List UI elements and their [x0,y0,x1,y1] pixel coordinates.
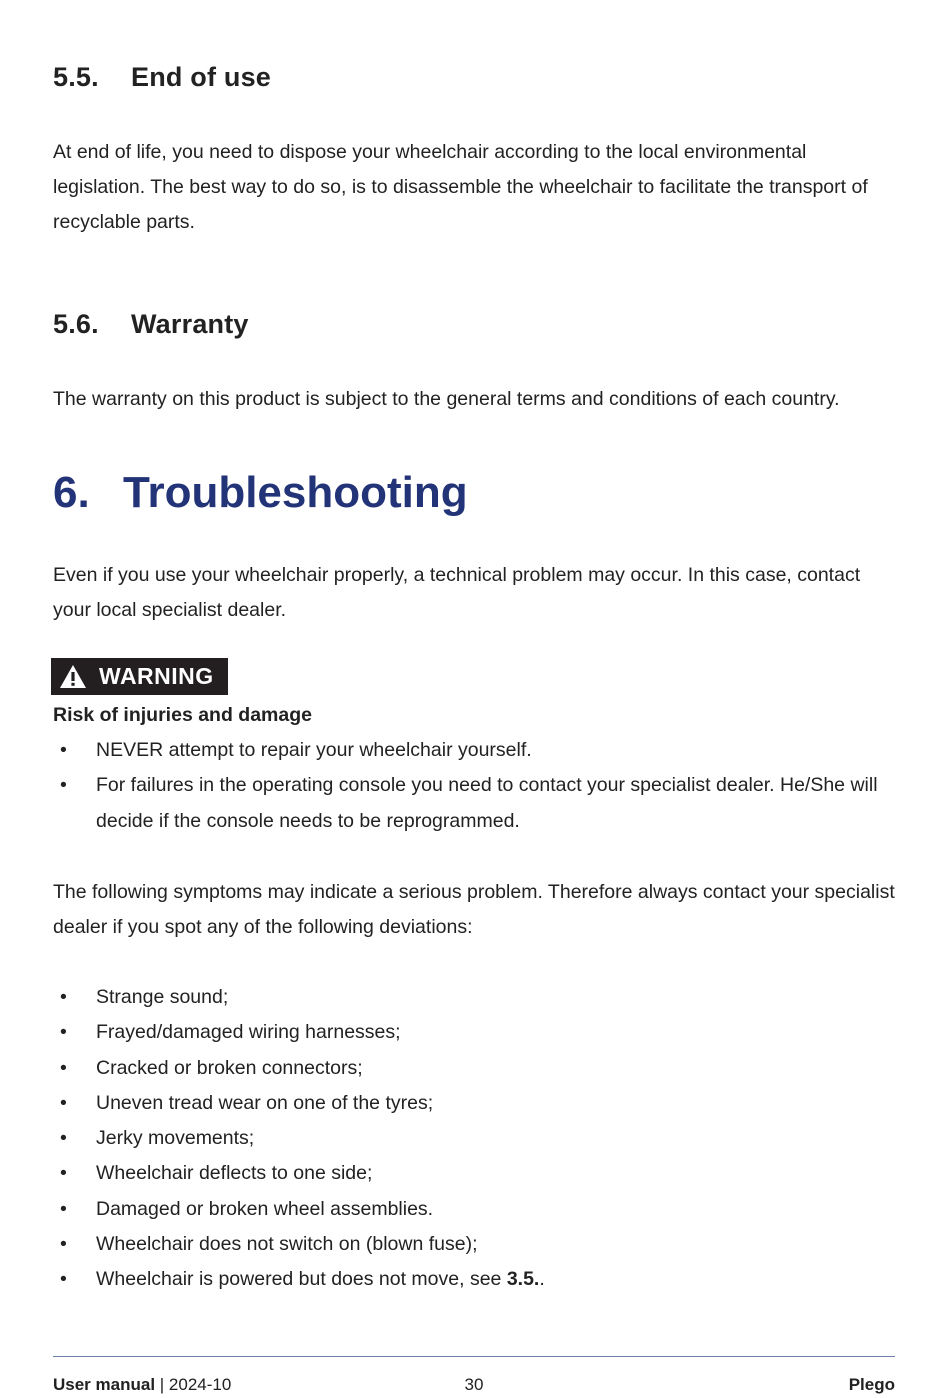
page-footer [53,1375,895,1398]
warning-badge [51,658,228,695]
footer-date: 2024-10 [168,1375,232,1394]
section-heading-warranty [53,309,249,340]
list-item: • Wheelchair deflects to one side; [60,1162,373,1185]
page-number: 30 [464,1375,484,1394]
footer-brand: Plego [848,1375,895,1394]
section-title: End of use [131,62,272,92]
troubleshooting-intro: Even if you use your wheelchair properly, a technical problem may occur. In this case, contact your local specialist dealer. [53,564,861,621]
section-number: 5.6. [53,309,99,339]
section-heading-end-of-use [53,62,271,93]
cross-reference-link[interactable]: 3.5. [506,1268,540,1291]
footer-doc-type: User manual [53,1375,156,1394]
list-item: • Uneven tread wear on one of the tyres; [60,1091,434,1114]
chapter-heading-troubleshooting [53,468,468,518]
list-item: • Wheelchair does not switch on (blown fuse); [60,1233,478,1256]
footer-left: User manual | 2024-10 [53,1375,232,1394]
list-item: • For failures in the operating console you need to contact your specialist dealer. He/She will decide if the console needs to be reprogrammed. [60,774,878,832]
section-number: 5.5. [53,62,99,92]
chapter-title: Troubleshooting [123,468,468,517]
list-item: • Frayed/damaged wiring harnesses; [60,1021,401,1044]
manual-page [53,0,895,1398]
list-item: • Damaged or broken wheel assemblies. [60,1197,434,1220]
warranty-paragraph: The warranty on this product is subject to the general terms and conditions of each country. [53,388,840,410]
warning-list [53,733,895,839]
warning-label: WARNING [99,663,214,689]
symptoms-list [53,980,895,1298]
chapter-number: 6. [53,468,90,517]
warning-title: Risk of injuries and damage [53,704,312,726]
symptoms-intro: The following symptoms may indicate a serious problem. Therefore always contact your specialist dealer if you spot any of the following deviations: [53,881,895,938]
list-item: • Jerky movements; [60,1127,255,1150]
footer-divider [53,1356,895,1357]
warning-triangle-icon [59,664,87,689]
list-item: • Cracked or broken connectors; [60,1056,363,1079]
list-item: • NEVER attempt to repair your wheelchair yourself. [60,739,532,761]
end-of-use-paragraph: At end of life, you need to dispose your wheelchair according to the local environmental legislation. The best way to do so, is to disassemble the wheelchair to facilitate the transport of recyclable parts. [53,141,868,233]
list-item: • Wheelchair is powered but does not move, see 3.5.. [60,1268,545,1291]
section-title: Warranty [131,309,249,339]
list-item: • Strange sound; [60,986,229,1008]
